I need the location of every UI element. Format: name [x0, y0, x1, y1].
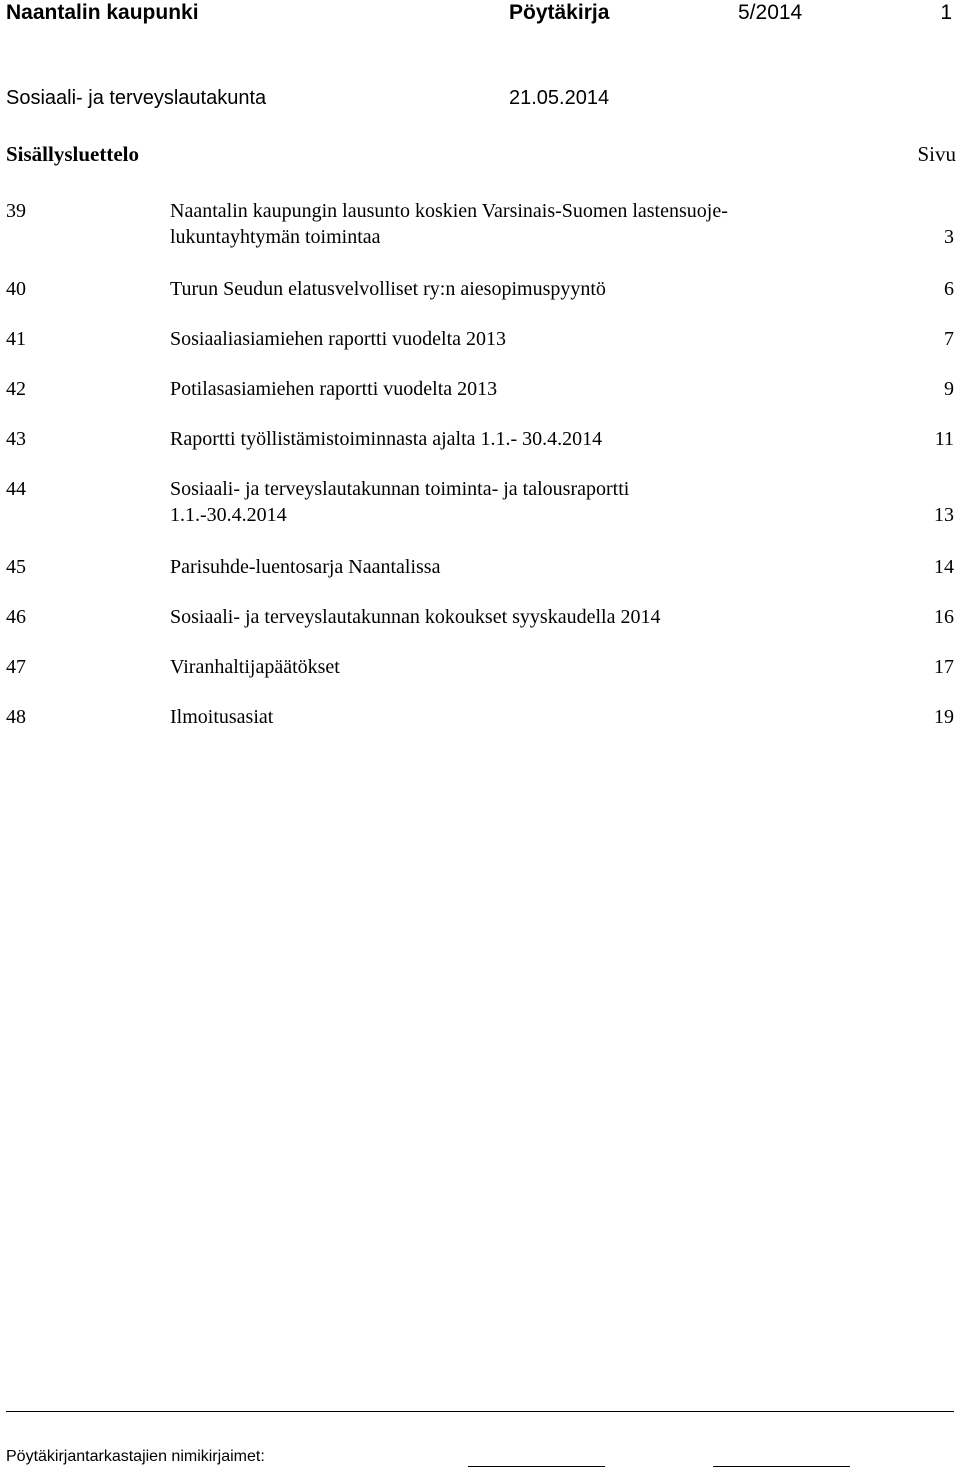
toc-item-title — [170, 554, 870, 580]
toc-page-heading: Sivu — [917, 142, 956, 166]
toc-item-title-line: Ilmoitusasiat — [170, 706, 274, 728]
document-number: 5/2014 — [738, 1, 803, 24]
toc-item-page: 13 — [934, 504, 954, 526]
meeting-date: 21.05.2014 — [509, 87, 610, 109]
toc-item-title-line: Parisuhde-luentosarja Naantalissa — [170, 556, 441, 578]
toc-item-title — [170, 426, 870, 452]
toc-item-title — [170, 654, 870, 680]
toc-item-title-line: Sosiaaliasiamiehen raportti vuodelta 2013 — [170, 328, 507, 350]
toc-item-number: 43 — [6, 428, 26, 450]
toc-item-page: 14 — [934, 556, 954, 578]
toc-item-title-line: 1.1.-30.4.2014 — [170, 504, 287, 526]
toc-item-number: 44 — [6, 478, 26, 500]
toc-item-title — [170, 476, 870, 528]
organization-name: Naantalin kaupunki — [6, 1, 199, 24]
toc-item-number: 39 — [6, 200, 26, 222]
toc-item-number: 40 — [6, 278, 26, 300]
toc-item-title — [170, 604, 870, 630]
toc-item-title-line: Potilasasiamiehen raportti vuodelta 2013 — [170, 378, 498, 400]
signature-line — [468, 1466, 605, 1467]
toc-item-number: 47 — [6, 656, 26, 678]
signature-line — [713, 1466, 850, 1467]
footer-divider — [6, 1411, 954, 1412]
toc-item-page: 11 — [934, 428, 954, 450]
toc-item-page: 7 — [944, 328, 954, 350]
toc-item-number: 42 — [6, 378, 26, 400]
toc-item-page: 9 — [944, 378, 954, 400]
toc-heading: Sisällysluettelo — [6, 142, 140, 166]
document-type: Pöytäkirja — [509, 1, 610, 24]
toc-item-page: 6 — [944, 278, 954, 300]
toc-item-title-line: Naantalin kaupungin lausunto koskien Varsinais-Suomen lastensuoje- — [170, 200, 728, 222]
toc-item-page: 17 — [934, 656, 954, 678]
toc-item-title — [170, 198, 870, 250]
toc-item-number: 46 — [6, 606, 26, 628]
toc-item-title-line: Sosiaali- ja terveyslautakunnan toiminta- ja talousraportti — [170, 478, 630, 500]
page-number: 1 — [940, 1, 952, 24]
toc-item-title — [170, 276, 870, 302]
toc-item-title — [170, 704, 870, 730]
toc-item-number: 45 — [6, 556, 26, 578]
toc-item-page: 3 — [944, 226, 954, 248]
toc-item-title — [170, 326, 870, 352]
toc-item-title — [170, 376, 870, 402]
committee-name: Sosiaali- ja terveyslautakunta — [6, 87, 267, 109]
signatures-label: Pöytäkirjantarkastajien nimikirjaimet: — [6, 1448, 265, 1465]
toc-item-number: 48 — [6, 706, 26, 728]
toc-item-number: 41 — [6, 328, 26, 350]
toc-item-title-line: Sosiaali- ja terveyslautakunnan kokoukset syyskaudella 2014 — [170, 606, 661, 628]
toc-item-title-line: Turun Seudun elatusvelvolliset ry:n aiesopimuspyyntö — [170, 278, 606, 300]
toc-item-page: 16 — [934, 606, 954, 628]
toc-item-title-line: lukuntayhtymän toimintaa — [170, 226, 381, 248]
toc-item-title-line: Raportti työllistämistoiminnasta ajalta 1.1.- 30.4.2014 — [170, 428, 603, 450]
toc-item-page: 19 — [934, 706, 954, 728]
toc-item-title-line: Viranhaltijapäätökset — [170, 656, 340, 678]
